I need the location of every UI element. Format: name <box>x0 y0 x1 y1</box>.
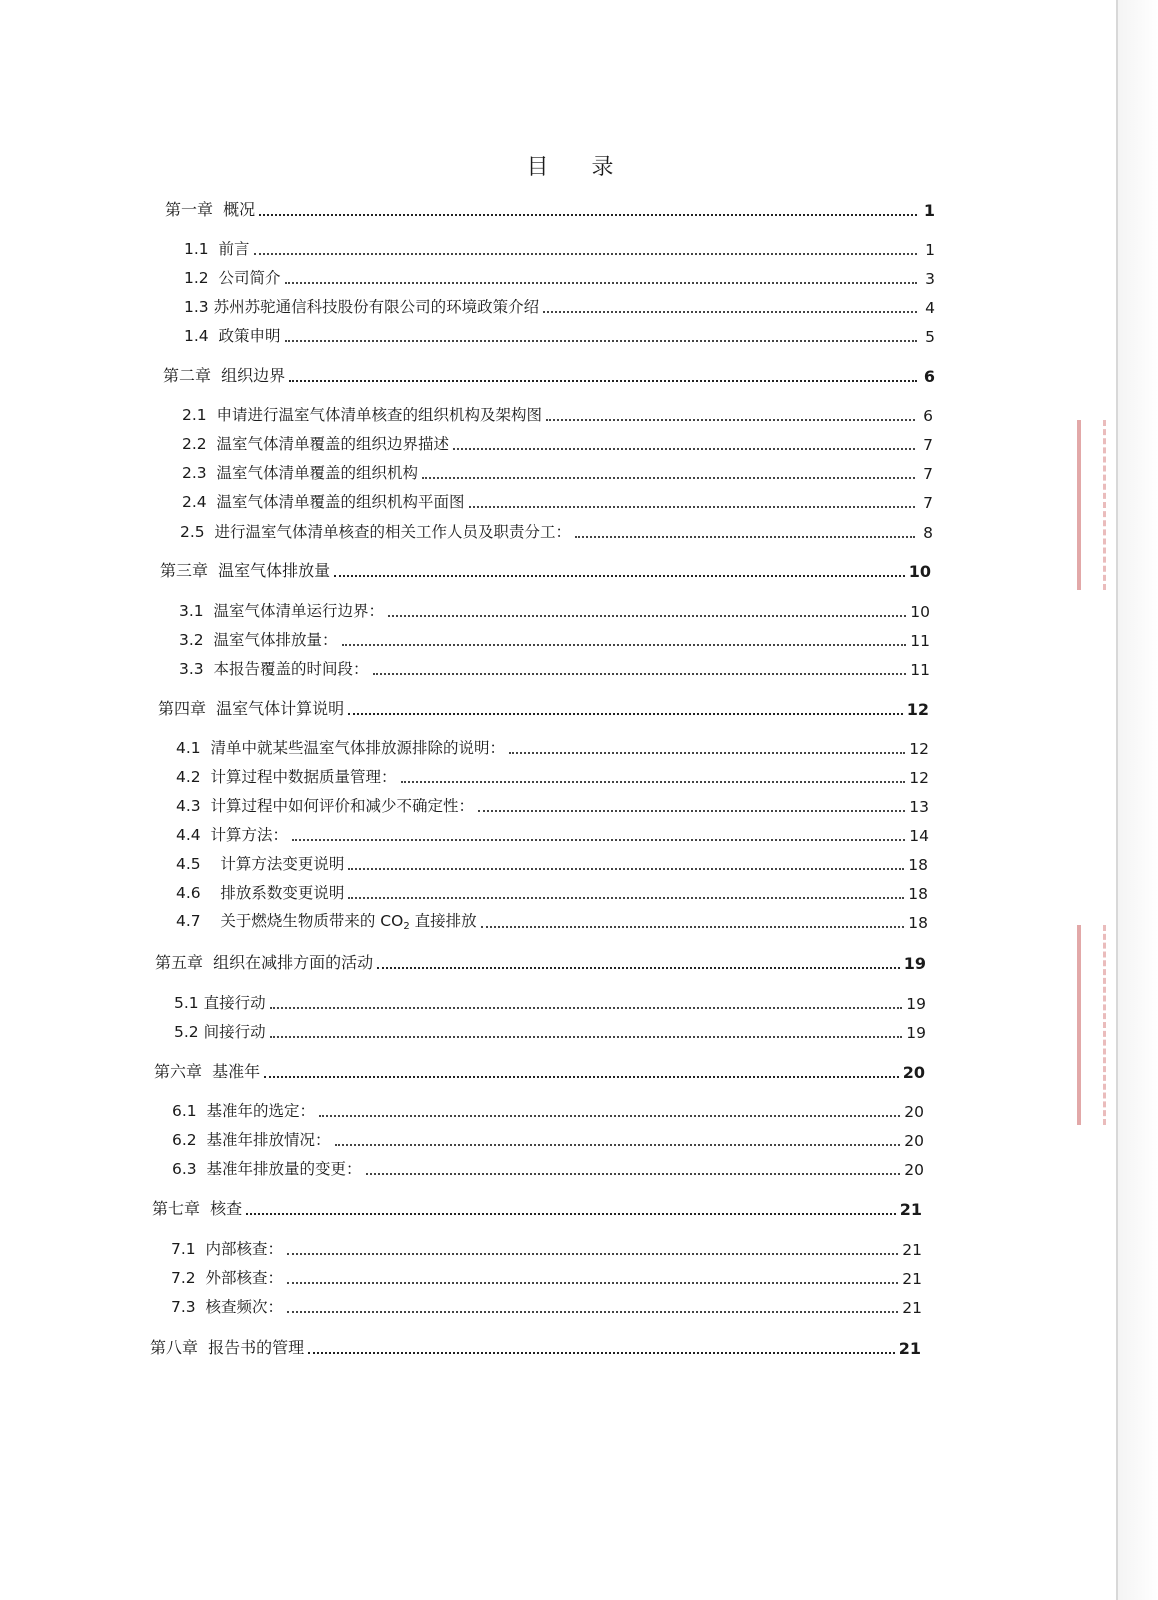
toc-entry-title: 7.3 核查频次： <box>171 1298 284 1316</box>
subscript: 2 <box>403 921 410 932</box>
toc-page-number: 7 <box>923 494 933 512</box>
toc-entry-title: 5.1 直接行动 <box>174 994 266 1012</box>
dot-leader <box>478 810 905 812</box>
toc-page-number: 21 <box>902 1241 922 1259</box>
dot-leader <box>373 673 907 675</box>
toc-page-number: 20 <box>904 1161 924 1179</box>
toc-entry-title: 2.5 进行温室气体清单核查的相关工作人员及职责分工： <box>180 523 572 541</box>
toc-entry-title: 4.6 排放系数变更说明 <box>176 884 345 902</box>
toc-entry-title: 3.1 温室气体清单运行边界： <box>179 602 385 620</box>
dot-leader <box>481 926 905 928</box>
toc-section-entry <box>176 850 928 874</box>
toc-section-entry <box>172 1126 924 1150</box>
toc-page-number: 12 <box>909 740 929 758</box>
toc-page-number: 11 <box>910 632 930 650</box>
toc-section-entry <box>184 235 935 259</box>
toc-page-number: 21 <box>898 1339 921 1358</box>
toc-section-entry <box>176 908 928 932</box>
dot-leader <box>388 615 906 617</box>
toc-entry-title: 2.4 温室气体清单覆盖的组织机构平面图 <box>182 493 465 511</box>
dot-leader <box>348 897 904 899</box>
toc-section-entry <box>176 821 929 845</box>
dot-leader <box>377 967 900 969</box>
toc-page-number: 10 <box>910 603 930 621</box>
toc-page-number: 18 <box>908 856 928 874</box>
toc-entry-title: 4.1 清单中就某些温室气体排放源排除的说明： <box>176 739 506 757</box>
toc-entry-title: 6.1 基准年的选定： <box>172 1102 316 1120</box>
toc-section-entry <box>179 626 930 650</box>
toc-entry-title: 4.5 计算方法变更说明 <box>176 855 345 873</box>
toc-entry-title: 4.4 计算方法： <box>176 826 289 844</box>
toc-page-number: 3 <box>925 270 935 288</box>
toc-section-entry <box>182 401 933 425</box>
toc-entry-title: 3.2 温室气体排放量： <box>179 631 338 649</box>
toc-entry-title: 1.4 政策申明 <box>184 327 281 345</box>
toc-entry-title: 4.2 计算过程中数据质量管理： <box>176 768 397 786</box>
toc-entry-title: 4.3 计算过程中如何评价和减少不确定性： <box>176 797 475 815</box>
toc-page-number: 14 <box>909 827 929 845</box>
dot-leader <box>319 1115 900 1117</box>
toc-page-number: 21 <box>902 1270 922 1288</box>
toc-entry-title: 第五章 组织在减排方面的活动 <box>155 953 374 972</box>
toc-page-number: 7 <box>923 436 933 454</box>
dot-leader <box>285 340 917 342</box>
toc-page-number: 6 <box>923 367 935 386</box>
toc-page-number: 19 <box>906 1024 926 1042</box>
toc-page-number: 20 <box>902 1063 925 1082</box>
toc-section-entry <box>182 430 933 454</box>
toc-page-number: 4 <box>925 299 935 317</box>
toc-entry-title: 第六章 基准年 <box>154 1062 261 1081</box>
dot-leader <box>546 419 915 421</box>
toc-entry-title: 2.2 温室气体清单覆盖的组织边界描述 <box>182 435 450 453</box>
toc-page-number: 6 <box>923 407 933 425</box>
dot-leader <box>259 214 917 216</box>
dot-leader <box>335 1144 901 1146</box>
dot-leader <box>348 868 904 870</box>
toc-section-entry <box>172 1155 924 1179</box>
toc-section-entry <box>171 1264 922 1288</box>
toc-section-entry <box>184 264 935 288</box>
toc-entry-title: 6.2 基准年排放情况： <box>172 1131 331 1149</box>
toc-page-number: 10 <box>908 562 931 581</box>
dot-leader <box>334 575 905 577</box>
page-title: 目 录 <box>526 155 632 180</box>
dot-leader <box>270 1036 903 1038</box>
toc-chapter-entry <box>160 557 931 581</box>
toc-chapter-entry <box>150 1334 921 1358</box>
toc-entry-title: 第二章 组织边界 <box>163 366 286 385</box>
dot-leader <box>422 477 915 479</box>
dot-leader <box>348 713 903 715</box>
toc-page-number: 12 <box>906 700 929 719</box>
dot-leader <box>469 506 915 508</box>
dot-leader <box>246 1213 896 1215</box>
toc-chapter-entry <box>152 1195 922 1219</box>
toc-section-entry <box>182 459 933 483</box>
toc-entry-title: 1.3 苏州苏驼通信科技股份有限公司的环境政策介绍 <box>184 298 540 316</box>
toc-section-entry <box>179 655 930 679</box>
toc-entry-title: 第八章 报告书的管理 <box>150 1338 305 1357</box>
toc-page-number: 13 <box>909 798 929 816</box>
dot-leader <box>453 448 915 450</box>
toc-page-number: 1 <box>923 201 935 220</box>
toc-entry-title: 4.7 关于燃烧生物质带来的 $CO_2$ 直接排放 <box>176 912 477 932</box>
dot-leader <box>287 1311 898 1313</box>
toc-page-number: 20 <box>904 1132 924 1150</box>
dot-leader <box>401 781 906 783</box>
dot-leader <box>575 536 915 538</box>
toc-entry-title: 第七章 核查 <box>152 1199 243 1218</box>
toc-page-number: 12 <box>909 769 929 787</box>
dot-leader <box>264 1076 899 1078</box>
dot-leader <box>308 1352 895 1354</box>
toc-entry-title: 5.2 间接行动 <box>174 1023 266 1041</box>
toc-section-entry <box>174 1018 926 1042</box>
toc-section-entry <box>172 1097 924 1121</box>
toc-page-number: 5 <box>925 328 935 346</box>
toc-section-entry <box>176 792 929 816</box>
toc-entry-title: 第四章 温室气体计算说明 <box>158 699 345 718</box>
dot-leader <box>287 1282 898 1284</box>
toc-section-entry <box>179 597 930 621</box>
dot-leader <box>254 253 917 255</box>
toc-entry-title: 第一章 概况 <box>165 200 256 219</box>
toc-chapter-entry <box>165 196 935 220</box>
toc-entry-title: 7.1 内部核查： <box>171 1240 284 1258</box>
toc-page-number: 19 <box>906 995 926 1013</box>
toc-section-entry <box>176 734 929 758</box>
dot-leader <box>292 839 905 841</box>
dot-leader <box>270 1007 903 1009</box>
toc-page-number: 18 <box>908 885 928 903</box>
toc-chapter-entry <box>163 362 935 386</box>
toc-section-entry <box>176 879 928 903</box>
toc-section-entry <box>171 1235 922 1259</box>
toc-page-number: 21 <box>899 1200 922 1219</box>
toc-section-entry <box>174 989 926 1013</box>
dot-leader <box>543 311 917 313</box>
toc-section-entry <box>171 1293 922 1317</box>
toc-section-entry <box>180 518 933 542</box>
toc-section-entry <box>176 763 929 787</box>
dot-leader <box>285 282 917 284</box>
toc-entry-title: 1.2 公司简介 <box>184 269 281 287</box>
toc-entry-title: 2.3 温室气体清单覆盖的组织机构 <box>182 464 419 482</box>
toc-section-entry <box>182 488 933 512</box>
toc-page-number: 19 <box>903 954 926 973</box>
toc-entry-title: 7.2 外部核查： <box>171 1269 284 1287</box>
dot-leader <box>366 1173 901 1175</box>
toc-entry-title: 2.1 申请进行温室气体清单核查的组织机构及架构图 <box>182 406 543 424</box>
toc-section-entry <box>184 293 935 317</box>
toc-entry-title: 第三章 温室气体排放量 <box>160 561 331 580</box>
toc-page-number: 11 <box>910 661 930 679</box>
toc-entry-title: 6.3 基准年排放量的变更： <box>172 1160 362 1178</box>
dot-leader <box>289 380 917 382</box>
toc-page-number: 21 <box>902 1299 922 1317</box>
toc-chapter-entry <box>155 949 926 973</box>
toc-section-entry <box>184 322 935 346</box>
toc-chapter-entry <box>158 695 929 719</box>
dot-leader <box>287 1253 898 1255</box>
toc-page-number: 18 <box>908 914 928 932</box>
toc-entry-title: 1.1 前言 <box>184 240 250 258</box>
toc-entry-title: 3.3 本报告覆盖的时间段： <box>179 660 369 678</box>
dot-leader <box>509 752 905 754</box>
toc-chapter-entry <box>154 1058 925 1082</box>
toc-page-number: 20 <box>904 1103 924 1121</box>
toc-page-number: 1 <box>925 241 935 259</box>
dot-leader <box>342 644 907 646</box>
toc-page-number: 7 <box>923 465 933 483</box>
toc-page-number: 8 <box>923 524 933 542</box>
